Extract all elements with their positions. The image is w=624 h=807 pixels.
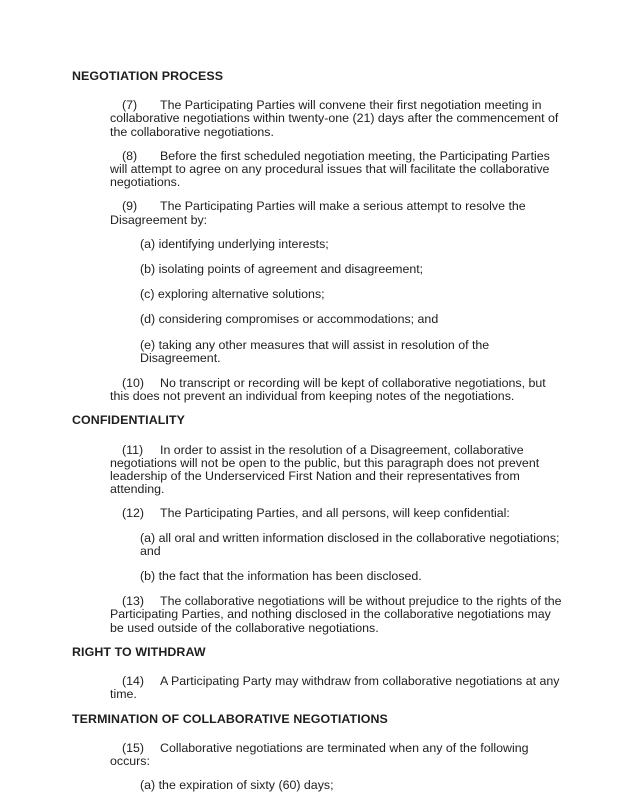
subclause-12a bbox=[140, 532, 566, 558]
section-heading-confidentiality: CONFIDENTIALITY bbox=[72, 413, 186, 428]
subclause-label: (c) bbox=[140, 287, 155, 302]
clause-text: No transcript or recording will be kept of collaborative negotiations, but this does not prevent an individual from keeping notes of the negotiations. bbox=[110, 376, 546, 404]
subclause-9b bbox=[140, 263, 566, 276]
subclause-text: exploring alternative solutions; bbox=[157, 287, 325, 302]
subclause-text: considering compromises or accommodations; and bbox=[158, 312, 439, 327]
clause-14 bbox=[110, 675, 566, 701]
clause-12 bbox=[110, 507, 566, 520]
clause-text: In order to assist in the resolution of a Disagreement, collaborative negotiations will not be open to the public, but this paragraph does not prevent leadership of the Underserviced First Nation and their representatives from attending. bbox=[110, 442, 540, 497]
subclause-text: isolating points of agreement and disagreement; bbox=[158, 262, 424, 277]
subclause-text: taking any other measures that will assist in resolution of the Disagreement. bbox=[140, 337, 490, 365]
subclause-text: the expiration of sixty (60) days; bbox=[158, 778, 334, 793]
subclause-15a bbox=[140, 779, 566, 792]
subclause-label: (b) bbox=[140, 569, 156, 584]
subclause-9e bbox=[140, 339, 566, 365]
clause-15 bbox=[110, 742, 566, 768]
clause-number: (8) bbox=[122, 148, 138, 163]
subclause-label: (d) bbox=[140, 312, 156, 327]
clause-10 bbox=[110, 377, 566, 403]
clause-number: (11) bbox=[122, 442, 144, 457]
clause-number: (9) bbox=[122, 199, 138, 214]
subclause-text: identifying underlying interests; bbox=[158, 236, 329, 251]
clause-text: The collaborative negotiations will be without prejudice to the rights of the Participating Parties, and nothing disclosed in the collaborative negotiations may be used outside of the collaborative negotiations. bbox=[110, 594, 562, 635]
subclause-9a bbox=[140, 238, 566, 251]
clause-number: (12) bbox=[122, 506, 145, 521]
subclause-label: (b) bbox=[140, 262, 156, 277]
document-body bbox=[72, 70, 566, 792]
clause-text: The Participating Parties, and all persons, will keep confidential: bbox=[160, 506, 510, 521]
subclause-label: (a) bbox=[140, 530, 156, 545]
clause-13 bbox=[110, 595, 566, 635]
clause-number: (10) bbox=[122, 376, 145, 391]
clause-11 bbox=[110, 444, 566, 497]
subclause-label: (a) bbox=[140, 236, 156, 251]
subclause-label: (e) bbox=[140, 337, 156, 352]
clause-number: (13) bbox=[122, 594, 145, 609]
clause-number: (7) bbox=[122, 98, 138, 113]
subclause-9d bbox=[140, 313, 566, 326]
clause-text: Before the first scheduled negotiation meeting, the Participating Parties will attempt to agree on any procedural issues that will facilitate the collaborative negotiations. bbox=[110, 148, 550, 190]
clause-9 bbox=[110, 200, 566, 226]
clause-8 bbox=[110, 150, 566, 190]
clause-text: The Participating Parties will convene their first negotiation meeting in collaborative negotiations within twenty-one (21) days after the commencement of the collaborative negotiations. bbox=[110, 98, 559, 139]
clause-text: The Participating Parties will make a serious attempt to resolve the Disagreement by: bbox=[110, 199, 526, 227]
clause-number: (14) bbox=[122, 674, 145, 689]
clause-7 bbox=[110, 99, 566, 139]
subclause-text: the fact that the information has been disclosed. bbox=[158, 569, 422, 584]
subclause-text: all oral and written information disclosed in the collaborative negotiations; and bbox=[140, 530, 560, 558]
section-heading-termination: TERMINATION OF COLLABORATIVE NEGOTIATIONS bbox=[72, 711, 388, 726]
clause-text: Collaborative negotiations are terminated when any of the following occurs: bbox=[110, 740, 529, 768]
section-heading-right-to-withdraw: RIGHT TO WITHDRAW bbox=[72, 644, 206, 659]
section-heading-negotiation-process: NEGOTIATION PROCESS bbox=[72, 69, 224, 83]
clause-number: (15) bbox=[122, 740, 145, 755]
subclause-12b bbox=[140, 570, 566, 583]
subclause-9c bbox=[140, 288, 566, 301]
subclause-label: (a) bbox=[140, 778, 156, 793]
clause-text: A Participating Party may withdraw from collaborative negotiations at any time. bbox=[110, 674, 560, 702]
